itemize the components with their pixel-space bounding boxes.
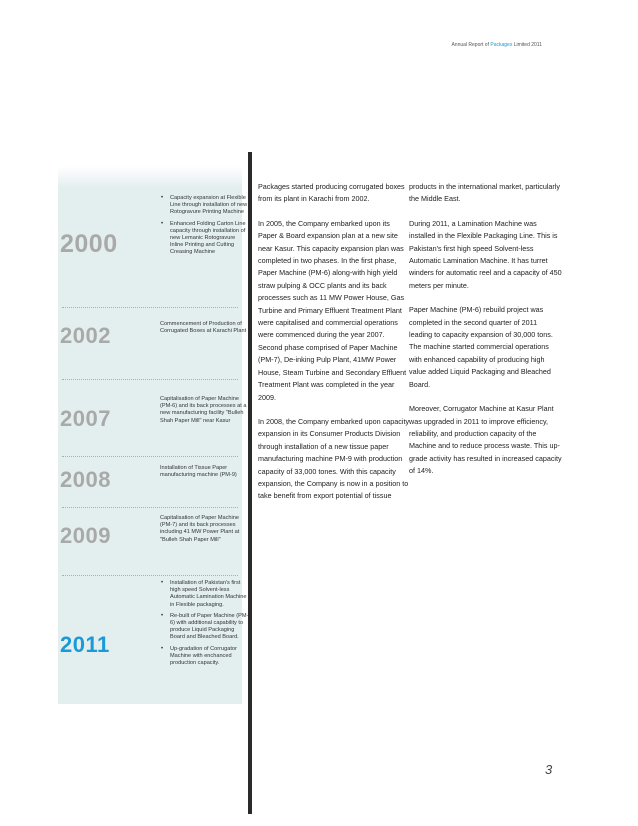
timeline-year: 2002 (60, 323, 111, 348)
timeline-divider (62, 307, 238, 308)
timeline-entry-2002 (58, 317, 247, 377)
page-number: 3 (545, 762, 553, 777)
timeline-description: Capitalisation of Paper Machine (PM-7) and its back processes including 41 MW Power Plant at "Bulleh Shah Paper Mill" (160, 515, 240, 543)
timeline-entry-2007 (58, 396, 247, 456)
timeline-description (170, 580, 250, 671)
timeline-year: 2007 (60, 406, 111, 431)
timeline-bullet: • Enhanced Folding Carton Line capacity through installation of new Lemanic Rotogravure Inline Printing and Cutting Creasing Machine (170, 221, 250, 257)
timeline-entry-2000 (58, 190, 248, 292)
timeline-bullet: • Up-gradation of Corrugator Machine with enchanced production capacity. (170, 646, 250, 668)
header-suffix: Limited 2011 (512, 42, 542, 48)
timeline-description: Commencement of Production of Corrugated Boxes at Karachi Plant (160, 321, 247, 335)
header-brand: Packages (490, 42, 513, 48)
timeline-year: 2008 (60, 467, 111, 492)
timeline-bullet: • Capacity expansion at Flexible Line through installation of new Rotogravure Printing Machine (170, 195, 250, 217)
timeline-bullet: • Re-built of Paper Machine (PM-6) with additional capability to produce Liquid Packaging Board and Bleached Board. (170, 613, 250, 642)
body-paragraph: Paper Machine (PM-6) rebuild project was completed in the second quarter of 2011 leading to capacity expansion of 30,000 tons. The machine started commercial operations with enhanced capability of producing high value added Liquid Packaging and Bleached Board. (409, 305, 553, 389)
timeline-divider (62, 379, 238, 380)
timeline-year: 2000 (60, 230, 118, 258)
timeline-description (170, 195, 250, 261)
timeline-year: 2011 (60, 632, 110, 657)
timeline-divider (62, 456, 238, 457)
timeline-entry-2011 (58, 580, 249, 710)
page-header (451, 42, 542, 48)
body-paragraph: During 2011, a Lamination Machine was installed in the Flexible Packaging Line. This is Pakistan's first high speed Solvent-less Automatic Lamination Machine. It has turret winders for automatic reel and a capacity of 450 meters per minute. (409, 218, 562, 290)
timeline-entry-2009 (58, 515, 242, 575)
timeline-year: 2009 (60, 523, 111, 548)
body-paragraph: Packages started producing corrugated boxes from its plant in Karachi from 2002. (258, 182, 405, 204)
timeline-divider (62, 575, 238, 576)
body-column-left (258, 181, 411, 515)
body-paragraph: Moreover, Corrugator Machine at Kasur Plant was upgraded in 2011 to improve efficiency, reliability, and production capacity of the Machine and to reduce process waste. This up-grade activity has resulted in increased capacity of 14%. (409, 404, 562, 476)
header-prefix: Annual Report of (451, 42, 491, 48)
timeline-entry-2008 (58, 463, 242, 503)
body-paragraph: In 2005, the Company embarked upon its Paper & Board expansion plan at a new site near Kasur. This capacity expansion plan was completed in two phases. In the first phase, Paper Machine (PM-6) along-with high yield straw pulping & OCC plants and its back processes such as 11 MW Power House, Gas Turbine and Primary Effluent Treatment Plant were capitalised and commercial operations were commenced during the year 2007. Second phase comprised of Paper Machine (PM-7), De-inking Pulp Plant, 41MW Power House, Steam Turbine and Secondary Effluent Treatment Plant was completed in the year 2009. (258, 218, 407, 402)
body-paragraph: products in the international market, particularly the Middle East. (409, 182, 561, 204)
body-paragraph: In 2008, the Company embarked upon capacity expansion in its Consumer Products Division through installation of a new tissue paper manufacturing machine PM-9 with production capacity of 33,000 tones. With this capacity expansion, the Company is now in a position to take benefit from export potential of tissue (258, 416, 410, 501)
timeline-description: Capitalisation of Paper Machine (PM-6) and its back processes at a new manufacturing facility "Bulleh Shah Paper Mill" near Kasur (160, 396, 247, 424)
timeline-divider (62, 507, 238, 508)
timeline-bullet: • Installation of Pakistan's first high speed Solvent-less Automatic Lamination Machine in Flexible packaging. (170, 580, 250, 609)
timeline-description: Installation of Tissue Paper manufacturing machine (PM-9) (160, 465, 237, 479)
body-column-right (409, 181, 562, 490)
